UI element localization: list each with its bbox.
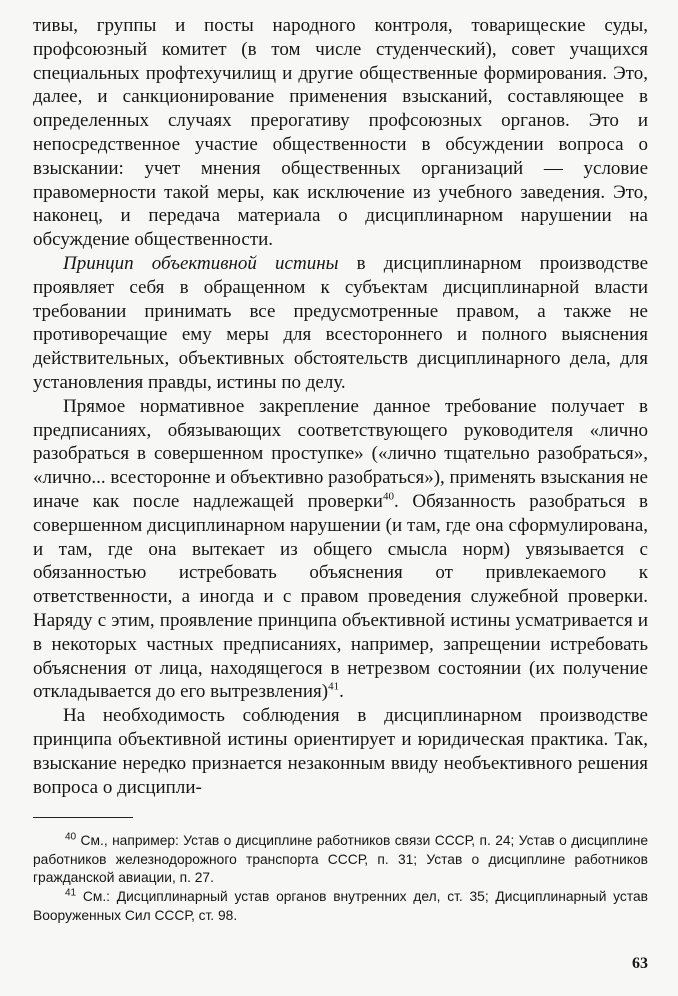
- footnotes: [33, 832, 648, 925]
- footnote-41-text: См.: Дисциплинарный устав органов внутренних дел, ст. 35; Дисциплинарный устав Вооруженных Сил СССР, ст. 98.: [33, 889, 648, 923]
- page-number: 63: [632, 955, 648, 972]
- paragraph-3-text-a: Прямое нормативное закрепление данное требование получает в предписаниях, обязывающих соответствующего руководителя «лично разобраться в совершенном проступке» («лично тщательно разобраться», «лично... всесторонне и объективно разобраться»), применять взыскания не иначе как после надлежащей проверки: [33, 395, 648, 512]
- footnote-40-mark: 40: [65, 831, 77, 843]
- paragraph-2-text: в дисциплинарном производстве проявляет себя в обращенном к субъектам дисциплинарной власти требовании принимать все предусмотренные правом, а также не противоречащие ему меры для всестороннего и полного выяснения действительных, объективных обстоятельств дисциплинарного дела, для установления правды, истины по делу.: [33, 252, 649, 393]
- paragraph-3: [33, 395, 648, 704]
- footnote-41-mark: 41: [65, 887, 77, 899]
- footnote-separator: [33, 817, 133, 818]
- paragraph-3-text-c: .: [339, 681, 344, 703]
- italic-term: Принцип объективной истины: [63, 252, 339, 274]
- paragraph-4-text: На необходимость соблюдения в дисциплинарном производстве принципа объективной истины ориентирует и юридическая практика. Так, взыскание нередко признается незаконным ввиду необъективного решения вопроса о дисципли-: [33, 705, 648, 798]
- footnote-41: [33, 888, 648, 925]
- footnote-ref-40: 40: [382, 490, 394, 503]
- footnote-40-text: См., например: Устав о дисциплине работников связи СССР, п. 24; Устав о дисциплине работников железнодорожного транспорта СССР, п. 31; Устав о дисциплине работников гражданской авиации, п. 27.: [33, 833, 648, 886]
- paragraph-1-text: тивы, группы и посты народного контроля, товарищеские суды, профсоюзный комитет (в том числе студенческий), совет учащихся специальных профтехучилищ и другие общественные формирования. Это, далее, и санкционирование применения взысканий, составляющее в определенных случаях прерогативу профсоюзных органов. Это и непосредственное участие общественности в обсуждении вопроса о взыскании: учет мнения общественных организаций — условие правомерности такой меры, как исключение из учебного заведения. Это, наконец, и передача материала о дисциплинарном нарушении на обсуждение общественности.: [33, 15, 648, 251]
- paragraph-3-text-b: . Обязанность разобраться в совершенном дисциплинарном нарушении (и там, где она сформулирована, и там, где она вытекает из общего смысла норм) увязывается с обязанностью истребовать объяснения от привлекаемого к ответственности, а иногда и с правом проведения служебной проверки. Наряду с этим, проявление принципа объективной истины усматривается и в некоторых частных предписаниях, например, запрещении истребовать объяснения от лица, находящегося в нетрезвом состоянии (их получение откладывается до его вытрезвления): [33, 490, 648, 703]
- paragraph-4: [33, 704, 648, 799]
- footnote-ref-41: 41: [328, 680, 340, 693]
- paragraph-2: [33, 252, 648, 395]
- book-page: [33, 14, 648, 925]
- main-text: [33, 14, 648, 799]
- footnote-40: [33, 832, 648, 888]
- paragraph-1: [33, 14, 648, 252]
